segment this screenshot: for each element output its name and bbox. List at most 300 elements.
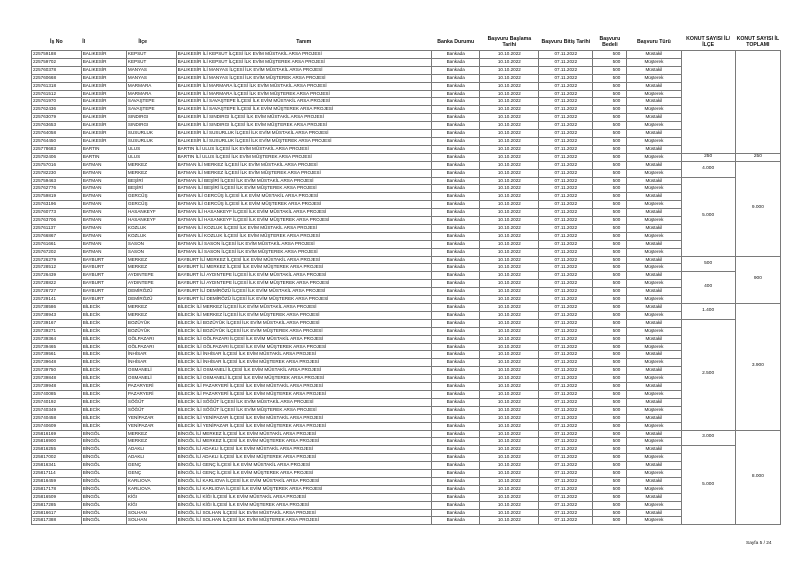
- is-no-cell: 225739271: [32, 327, 82, 335]
- ilce-cell: SINDIRGI: [126, 122, 176, 130]
- table-row: [32, 248, 781, 256]
- il-cell: BİLECİK: [81, 335, 126, 343]
- banka-durumu-cell: Bankada: [431, 232, 480, 240]
- ilce-cell: PAZARYERİ: [126, 383, 176, 391]
- is-no-cell: 225816900: [32, 438, 82, 446]
- baslama-tarihi-cell: 10.10.2022: [480, 90, 539, 98]
- bitis-tarihi-cell: 07.11.2022: [539, 217, 593, 225]
- is-no-cell: 225729141: [32, 296, 82, 304]
- is-no-cell: 225816509: [32, 493, 82, 501]
- ilce-cell: İNHİSAR: [126, 359, 176, 367]
- ilce-cell: MARMARA: [126, 90, 176, 98]
- bedel-cell: 500: [593, 280, 627, 288]
- table-row: [32, 66, 781, 74]
- banka-durumu-cell: Bankada: [431, 509, 480, 517]
- table-row: [32, 462, 781, 470]
- records-table: [31, 34, 781, 525]
- il-cell: BATMAN: [81, 248, 126, 256]
- konut-il-toplami-cell: 250: [735, 153, 780, 161]
- baslama-tarihi-cell: 10.10.2022: [480, 501, 539, 509]
- il-cell: BAYBURT: [81, 264, 126, 272]
- tanim-cell: BALIKESİR İLİ SINDIRGI İLÇESİ İLK EVİM MÜSTAKİL ARSA PROJESİ: [176, 114, 431, 122]
- basvuru-turu-cell: Müstakil: [627, 66, 681, 74]
- bitis-tarihi-cell: 07.11.2022: [539, 375, 593, 383]
- bitis-tarihi-cell: 07.11.2022: [539, 272, 593, 280]
- basvuru-turu-cell: Müşterek: [627, 343, 681, 351]
- baslama-tarihi-cell: 10.10.2022: [480, 485, 539, 493]
- header-row: [32, 34, 781, 51]
- tanim-cell: BİLECİK İLİ GÖLPAZARI İLÇESİ İLK EVİM MÜSTAKİL ARSA PROJESİ: [176, 335, 431, 343]
- bitis-tarihi-cell: 07.11.2022: [539, 398, 593, 406]
- bedel-cell: 500: [593, 169, 627, 177]
- banka-durumu-cell: Bankada: [431, 367, 480, 375]
- bitis-tarihi-cell: 07.11.2022: [539, 351, 593, 359]
- konut-il-ilce-cell: 4.000: [681, 161, 735, 177]
- banka-durumu-cell: Bankada: [431, 501, 480, 509]
- ilce-cell: MERKEZ: [126, 161, 176, 169]
- tanim-cell: BİNGÖL İLİ KİĞI İLÇESİ İLK EVİM MÜŞTEREK ARSA PROJESİ: [176, 501, 431, 509]
- tanim-cell: BATMAN İLİ SASON İLÇESİ İLK EVİM MÜSTAKİL ARSA PROJESİ: [176, 240, 431, 248]
- banka-durumu-cell: Bankada: [431, 383, 480, 391]
- is-no-cell: 225740192: [32, 398, 82, 406]
- il-cell: BALIKESİR: [81, 106, 126, 114]
- banka-durumu-cell: Bankada: [431, 209, 480, 217]
- table-row: [32, 145, 781, 153]
- il-cell: BATMAN: [81, 169, 126, 177]
- table-row: [32, 454, 781, 462]
- konut-il-toplami-cell: 8.000: [735, 430, 780, 525]
- basvuru-turu-cell: Müstakil: [627, 272, 681, 280]
- table-row: [32, 335, 781, 343]
- il-cell: BİNGÖL: [81, 454, 126, 462]
- ilce-cell: SÖĞÜT: [126, 406, 176, 414]
- baslama-tarihi-cell: 10.10.2022: [480, 462, 539, 470]
- baslama-tarihi-cell: 10.10.2022: [480, 51, 539, 59]
- basvuru-turu-cell: Müşterek: [627, 90, 681, 98]
- basvuru-turu-cell: Müşterek: [627, 169, 681, 177]
- bedel-cell: 500: [593, 485, 627, 493]
- table-row: [32, 240, 781, 248]
- basvuru-turu-cell: Müşterek: [627, 185, 681, 193]
- il-cell: BATMAN: [81, 185, 126, 193]
- bedel-cell: 500: [593, 304, 627, 312]
- is-no-cell: 225762776: [32, 185, 82, 193]
- bitis-tarihi-cell: 07.11.2022: [539, 232, 593, 240]
- is-no-cell: 225763706: [32, 217, 82, 225]
- basvuru-turu-cell: Müstakil: [627, 319, 681, 327]
- basvuru-turu-cell: Müşterek: [627, 454, 681, 462]
- ilce-cell: BEŞİRİ: [126, 177, 176, 185]
- ilce-cell: AYDINTEPE: [126, 272, 176, 280]
- is-no-cell: 225739848: [32, 375, 82, 383]
- bedel-cell: 500: [593, 493, 627, 501]
- baslama-tarihi-cell: 10.10.2022: [480, 153, 539, 161]
- table-row: [32, 351, 781, 359]
- konut-il-ilce-cell: 500: [681, 256, 735, 272]
- is-no-cell: 225766867: [32, 232, 82, 240]
- basvuru-turu-cell: Müstakil: [627, 130, 681, 138]
- bitis-tarihi-cell: 07.11.2022: [539, 430, 593, 438]
- bedel-cell: 500: [593, 327, 627, 335]
- bitis-tarihi-cell: 07.11.2022: [539, 51, 593, 59]
- tanim-cell: BATMAN İLİ MERKEZ İLÇESİ İLK EVİM MÜŞTEREK ARSA PROJESİ: [176, 169, 431, 177]
- banka-durumu-cell: Bankada: [431, 327, 480, 335]
- bitis-tarihi-cell: 07.11.2022: [539, 74, 593, 82]
- bitis-tarihi-cell: 07.11.2022: [539, 240, 593, 248]
- bitis-tarihi-cell: 07.11.2022: [539, 280, 593, 288]
- is-no-cell: 225760773: [32, 209, 82, 217]
- bedel-cell: 500: [593, 359, 627, 367]
- ilce-cell: SUSURLUK: [126, 137, 176, 145]
- basvuru-turu-cell: Müstakil: [627, 51, 681, 59]
- is-no-cell: 225816459: [32, 477, 82, 485]
- il-cell: BİNGÖL: [81, 446, 126, 454]
- banka-durumu-cell: Bankada: [431, 351, 480, 359]
- bedel-cell: 500: [593, 311, 627, 319]
- banka-durumu-cell: Bankada: [431, 477, 480, 485]
- is-no-cell: 225740609: [32, 422, 82, 430]
- banka-durumu-cell: Bankada: [431, 145, 480, 153]
- ilce-cell: MARMARA: [126, 82, 176, 90]
- bitis-tarihi-cell: 07.11.2022: [539, 264, 593, 272]
- baslama-tarihi-cell: 10.10.2022: [480, 517, 539, 525]
- konut-il-toplami-cell: 9.000: [735, 161, 780, 256]
- is-no-cell: 225817285: [32, 501, 82, 509]
- il-cell: BAYBURT: [81, 288, 126, 296]
- banka-durumu-cell: Bankada: [431, 470, 480, 478]
- il-cell: BATMAN: [81, 161, 126, 169]
- il-cell: BALIKESİR: [81, 137, 126, 145]
- il-cell: BİLECİK: [81, 351, 126, 359]
- ilce-cell: ULUS: [126, 145, 176, 153]
- bedel-cell: 500: [593, 398, 627, 406]
- tanim-cell: BATMAN İLİ KOZLUK İLÇESİ İLK EVİM MÜSTAKİL ARSA PROJESİ: [176, 224, 431, 232]
- table-row: [32, 256, 781, 264]
- bitis-tarihi-cell: 07.11.2022: [539, 145, 593, 153]
- bedel-cell: 500: [593, 406, 627, 414]
- table-row: [32, 304, 781, 312]
- tanim-cell: BİLECİK İLİ PAZARYERİ İLÇESİ İLK EVİM MÜŞTEREK ARSA PROJESİ: [176, 390, 431, 398]
- basvuru-turu-cell: Müşterek: [627, 217, 681, 225]
- baslama-tarihi-cell: 10.10.2022: [480, 58, 539, 66]
- baslama-tarihi-cell: 10.10.2022: [480, 240, 539, 248]
- baslama-tarihi-cell: 10.10.2022: [480, 106, 539, 114]
- ilce-cell: GENÇ: [126, 470, 176, 478]
- ilce-cell: MERKEZ: [126, 304, 176, 312]
- table-row: [32, 296, 781, 304]
- is-no-cell: 225817388: [32, 517, 82, 525]
- tanim-cell: BİLECİK İLİ OSMANELİ İLÇESİ İLK EVİM MÜSTAKİL ARSA PROJESİ: [176, 367, 431, 375]
- banka-durumu-cell: Bankada: [431, 193, 480, 201]
- table-row: [32, 74, 781, 82]
- tanim-cell: BALIKESİR İLİ KEPSUT İLÇESİ İLK EVİM MÜSTAKİL ARSA PROJESİ: [176, 51, 431, 59]
- bitis-tarihi-cell: 07.11.2022: [539, 153, 593, 161]
- is-no-cell: 225761137: [32, 224, 82, 232]
- basvuru-turu-cell: Müstakil: [627, 288, 681, 296]
- bitis-tarihi-cell: 07.11.2022: [539, 319, 593, 327]
- konut-il-toplami-cell: [735, 51, 780, 154]
- konut-il-ilce-cell: 2.500: [681, 319, 735, 430]
- baslama-tarihi-cell: 10.10.2022: [480, 256, 539, 264]
- ilce-cell: SUSURLUK: [126, 130, 176, 138]
- bedel-cell: 500: [593, 272, 627, 280]
- table-row: [32, 122, 781, 130]
- basvuru-turu-cell: Müstakil: [627, 446, 681, 454]
- il-cell: BATMAN: [81, 240, 126, 248]
- bedel-cell: 500: [593, 137, 627, 145]
- tanim-cell: BATMAN İLİ BEŞİRİ İLÇESİ İLK EVİM MÜŞTEREK ARSA PROJESİ: [176, 185, 431, 193]
- bitis-tarihi-cell: 07.11.2022: [539, 470, 593, 478]
- bitis-tarihi-cell: 07.11.2022: [539, 209, 593, 217]
- banka-durumu-cell: Bankada: [431, 90, 480, 98]
- bitis-tarihi-cell: 07.11.2022: [539, 224, 593, 232]
- baslama-tarihi-cell: 10.10.2022: [480, 161, 539, 169]
- table-row: [32, 414, 781, 422]
- baslama-tarihi-cell: 10.10.2022: [480, 185, 539, 193]
- table-row: [32, 359, 781, 367]
- is-no-cell: 225739750: [32, 367, 82, 375]
- il-cell: BARTIN: [81, 153, 126, 161]
- is-no-cell: 225726727: [32, 288, 82, 296]
- bitis-tarihi-cell: 07.11.2022: [539, 98, 593, 106]
- basvuru-turu-cell: Müstakil: [627, 335, 681, 343]
- header-konut-il-ilce: KONUT SAYISI İL/İLÇE: [686, 36, 731, 48]
- tanim-cell: BATMAN İLİ BEŞİRİ İLÇESİ İLK EVİM MÜSTAKİL ARSA PROJESİ: [176, 177, 431, 185]
- il-cell: BİLECİK: [81, 414, 126, 422]
- baslama-tarihi-cell: 10.10.2022: [480, 430, 539, 438]
- bedel-cell: 500: [593, 470, 627, 478]
- bedel-cell: 500: [593, 232, 627, 240]
- table-row: [32, 137, 781, 145]
- banka-durumu-cell: Bankada: [431, 106, 480, 114]
- banka-durumu-cell: Bankada: [431, 335, 480, 343]
- baslama-tarihi-cell: 10.10.2022: [480, 304, 539, 312]
- banka-durumu-cell: Bankada: [431, 264, 480, 272]
- bedel-cell: 500: [593, 414, 627, 422]
- header-banka-durumu: Banka Durumu: [437, 39, 475, 45]
- banka-durumu-cell: Bankada: [431, 398, 480, 406]
- banka-durumu-cell: Bankada: [431, 446, 480, 454]
- bitis-tarihi-cell: 07.11.2022: [539, 82, 593, 90]
- bedel-cell: 500: [593, 296, 627, 304]
- banka-durumu-cell: Bankada: [431, 485, 480, 493]
- is-no-cell: 225816341: [32, 462, 82, 470]
- ilce-cell: KİĞI: [126, 493, 176, 501]
- ilce-cell: SÖĞÜT: [126, 398, 176, 406]
- header-bitis-tarihi: Başvuru Bitiş Tarihi: [541, 39, 591, 45]
- baslama-tarihi-cell: 10.10.2022: [480, 383, 539, 391]
- basvuru-turu-cell: Müstakil: [627, 114, 681, 122]
- il-cell: BİLECİK: [81, 422, 126, 430]
- tanim-cell: BİLECİK İLİ BOZÜYÜK İLÇESİ İLK EVİM MÜSTAKİL ARSA PROJESİ: [176, 319, 431, 327]
- table-row: [32, 106, 781, 114]
- il-cell: BALIKESİR: [81, 66, 126, 74]
- ilce-cell: YENİPAZAR: [126, 414, 176, 422]
- bitis-tarihi-cell: 07.11.2022: [539, 390, 593, 398]
- is-no-cell: 225762436: [32, 106, 82, 114]
- bedel-cell: 500: [593, 153, 627, 161]
- ilce-cell: SOLHAN: [126, 509, 176, 517]
- bitis-tarihi-cell: 07.11.2022: [539, 509, 593, 517]
- basvuru-turu-cell: Müstakil: [627, 398, 681, 406]
- ilce-cell: ADAKLI: [126, 454, 176, 462]
- bitis-tarihi-cell: 07.11.2022: [539, 493, 593, 501]
- baslama-tarihi-cell: 10.10.2022: [480, 493, 539, 501]
- table-row: [32, 209, 781, 217]
- is-no-cell: 225782406: [32, 153, 82, 161]
- baslama-tarihi-cell: 10.10.2022: [480, 343, 539, 351]
- tanim-cell: BİNGÖL İLİ GENÇ İLÇESİ İLK EVİM MÜŞTEREK ARSA PROJESİ: [176, 470, 431, 478]
- tanim-cell: BAYBURT İLİ DEMİRÖZÜ İLÇESİ İLK EVİM MÜSTAKİL ARSA PROJESİ: [176, 288, 431, 296]
- bitis-tarihi-cell: 07.11.2022: [539, 414, 593, 422]
- ilce-cell: MERKEZ: [126, 311, 176, 319]
- table-row: [32, 224, 781, 232]
- table-row: [32, 264, 781, 272]
- baslama-tarihi-cell: 10.10.2022: [480, 280, 539, 288]
- tanim-cell: BİNGÖL İLİ ADAKLI İLÇESİ İLK EVİM MÜŞTEREK ARSA PROJESİ: [176, 454, 431, 462]
- bitis-tarihi-cell: 07.11.2022: [539, 517, 593, 525]
- table-row: [32, 509, 781, 517]
- is-no-cell: 225739364: [32, 335, 82, 343]
- table-row: [32, 517, 781, 525]
- baslama-tarihi-cell: 10.10.2022: [480, 414, 539, 422]
- tanim-cell: BALIKESİR İLİ SAVAŞTEPE İLÇESİ İLK EVİM MÜŞTEREK ARSA PROJESİ: [176, 106, 431, 114]
- basvuru-turu-cell: Müşterek: [627, 280, 681, 288]
- konut-il-ilce-cell: 1.400: [681, 304, 735, 320]
- bedel-cell: 500: [593, 375, 627, 383]
- baslama-tarihi-cell: 10.10.2022: [480, 375, 539, 383]
- basvuru-turu-cell: Müşterek: [627, 58, 681, 66]
- tanim-cell: BARTIN İLİ ULUS İLÇESİ İLK EVİM MÜSTAKİL ARSA PROJESİ: [176, 145, 431, 153]
- bedel-cell: 500: [593, 193, 627, 201]
- il-cell: BİNGÖL: [81, 462, 126, 470]
- bedel-cell: 500: [593, 114, 627, 122]
- baslama-tarihi-cell: 10.10.2022: [480, 359, 539, 367]
- basvuru-turu-cell: Müstakil: [627, 240, 681, 248]
- tanim-cell: BALIKESİR İLİ MARMARA İLÇESİ İLK EVİM MÜSTAKİL ARSA PROJESİ: [176, 82, 431, 90]
- tanim-cell: BATMAN İLİ SASON İLÇESİ İLK EVİM MÜŞTEREK ARSA PROJESİ: [176, 248, 431, 256]
- table-row: [32, 280, 781, 288]
- il-cell: BİLECİK: [81, 327, 126, 335]
- page-number: Sayfa 5 / 24: [746, 541, 772, 546]
- table-body: [32, 51, 781, 525]
- bitis-tarihi-cell: 07.11.2022: [539, 454, 593, 462]
- is-no-cell: 225760378: [32, 66, 82, 74]
- bitis-tarihi-cell: 07.11.2022: [539, 122, 593, 130]
- baslama-tarihi-cell: 10.10.2022: [480, 477, 539, 485]
- ilce-cell: SAVAŞTEPE: [126, 106, 176, 114]
- tanim-cell: BİNGÖL İLİ MERKEZ İLÇESİ İLK EVİM MÜSTAKİL ARSA PROJESİ: [176, 430, 431, 438]
- header-il: İl: [82, 39, 86, 45]
- is-no-cell: 225817002: [32, 454, 82, 462]
- basvuru-turu-cell: Müşterek: [627, 296, 681, 304]
- tanim-cell: BİNGÖL İLİ ADAKLI İLÇESİ İLK EVİM MÜSTAKİL ARSA PROJESİ: [176, 446, 431, 454]
- il-cell: BİNGÖL: [81, 477, 126, 485]
- ilce-cell: BEŞİRİ: [126, 185, 176, 193]
- bedel-cell: 500: [593, 517, 627, 525]
- il-cell: BALIKESİR: [81, 58, 126, 66]
- is-no-cell: 225764058: [32, 130, 82, 138]
- tanim-cell: BİNGÖL İLİ KARLIOVA İLÇESİ İLK EVİM MÜŞTEREK ARSA PROJESİ: [176, 485, 431, 493]
- bitis-tarihi-cell: 07.11.2022: [539, 462, 593, 470]
- banka-durumu-cell: Bankada: [431, 462, 480, 470]
- konut-il-toplami-cell: 3.900: [735, 304, 780, 431]
- tanim-cell: BAYBURT İLİ AYDINTEPE İLÇESİ İLK EVİM MÜŞTEREK ARSA PROJESİ: [176, 280, 431, 288]
- tanim-cell: BİLECİK İLİ YENİPAZAR İLÇESİ İLK EVİM MÜSTAKİL ARSA PROJESİ: [176, 414, 431, 422]
- is-no-cell: 225761512: [32, 90, 82, 98]
- ilce-cell: MANYAS: [126, 66, 176, 74]
- table-row: [32, 319, 781, 327]
- banka-durumu-cell: Bankada: [431, 161, 480, 169]
- il-cell: BATMAN: [81, 201, 126, 209]
- il-cell: BALIKESİR: [81, 122, 126, 130]
- tanim-cell: BAYBURT İLİ AYDINTEPE İLÇESİ İLK EVİM MÜSTAKİL ARSA PROJESİ: [176, 272, 431, 280]
- baslama-tarihi-cell: 10.10.2022: [480, 137, 539, 145]
- konut-il-ilce-cell: 400: [681, 272, 735, 304]
- basvuru-turu-cell: Müşterek: [627, 74, 681, 82]
- tanim-cell: BİLECİK İLİ GÖLPAZARI İLÇESİ İLK EVİM MÜŞTEREK ARSA PROJESİ: [176, 343, 431, 351]
- il-cell: BAYBURT: [81, 272, 126, 280]
- bedel-cell: 500: [593, 335, 627, 343]
- ilce-cell: YENİPAZAR: [126, 422, 176, 430]
- bedel-cell: 500: [593, 351, 627, 359]
- basvuru-turu-cell: Müstakil: [627, 256, 681, 264]
- baslama-tarihi-cell: 10.10.2022: [480, 74, 539, 82]
- banka-durumu-cell: Bankada: [431, 438, 480, 446]
- basvuru-turu-cell: Müşterek: [627, 485, 681, 493]
- bitis-tarihi-cell: 07.11.2022: [539, 335, 593, 343]
- basvuru-turu-cell: Müşterek: [627, 422, 681, 430]
- tanim-cell: BİNGÖL İLİ GENÇ İLÇESİ İLK EVİM MÜSTAKİL ARSA PROJESİ: [176, 462, 431, 470]
- is-no-cell: 225763196: [32, 201, 82, 209]
- ilce-cell: SOLHAN: [126, 517, 176, 525]
- basvuru-turu-cell: Müstakil: [627, 351, 681, 359]
- basvuru-turu-cell: Müşterek: [627, 375, 681, 383]
- il-cell: BATMAN: [81, 224, 126, 232]
- bitis-tarihi-cell: 07.11.2022: [539, 90, 593, 98]
- bitis-tarihi-cell: 07.11.2022: [539, 501, 593, 509]
- tanim-cell: BİLECİK İLİ İNHİSAR İLÇESİ İLK EVİM MÜSTAKİL ARSA PROJESİ: [176, 351, 431, 359]
- is-no-cell: 225759188: [32, 51, 82, 59]
- banka-durumu-cell: Bankada: [431, 217, 480, 225]
- bedel-cell: 500: [593, 438, 627, 446]
- ilce-cell: MERKEZ: [126, 169, 176, 177]
- banka-durumu-cell: Bankada: [431, 130, 480, 138]
- bitis-tarihi-cell: 07.11.2022: [539, 446, 593, 454]
- il-cell: BAYBURT: [81, 256, 126, 264]
- banka-durumu-cell: Bankada: [431, 153, 480, 161]
- tanim-cell: BATMAN İLİ MERKEZ İLÇESİ İLK EVİM MÜSTAKİL ARSA PROJESİ: [176, 161, 431, 169]
- bitis-tarihi-cell: 07.11.2022: [539, 106, 593, 114]
- baslama-tarihi-cell: 10.10.2022: [480, 130, 539, 138]
- banka-durumu-cell: Bankada: [431, 58, 480, 66]
- table-row: [32, 390, 781, 398]
- banka-durumu-cell: Bankada: [431, 137, 480, 145]
- ilce-cell: KİĞI: [126, 501, 176, 509]
- il-cell: BİLECİK: [81, 304, 126, 312]
- tanim-cell: BAYBURT İLİ MERKEZ İLÇESİ İLK EVİM MÜSTAKİL ARSA PROJESİ: [176, 256, 431, 264]
- il-cell: BAYBURT: [81, 280, 126, 288]
- banka-durumu-cell: Bankada: [431, 304, 480, 312]
- il-cell: BİNGÖL: [81, 430, 126, 438]
- il-cell: BALIKESİR: [81, 114, 126, 122]
- baslama-tarihi-cell: 10.10.2022: [480, 327, 539, 335]
- bedel-cell: 500: [593, 454, 627, 462]
- basvuru-turu-cell: Müstakil: [627, 509, 681, 517]
- ilce-cell: DEMİRÖZÜ: [126, 288, 176, 296]
- konut-il-ilce-cell: 250: [681, 153, 735, 161]
- baslama-tarihi-cell: 10.10.2022: [480, 422, 539, 430]
